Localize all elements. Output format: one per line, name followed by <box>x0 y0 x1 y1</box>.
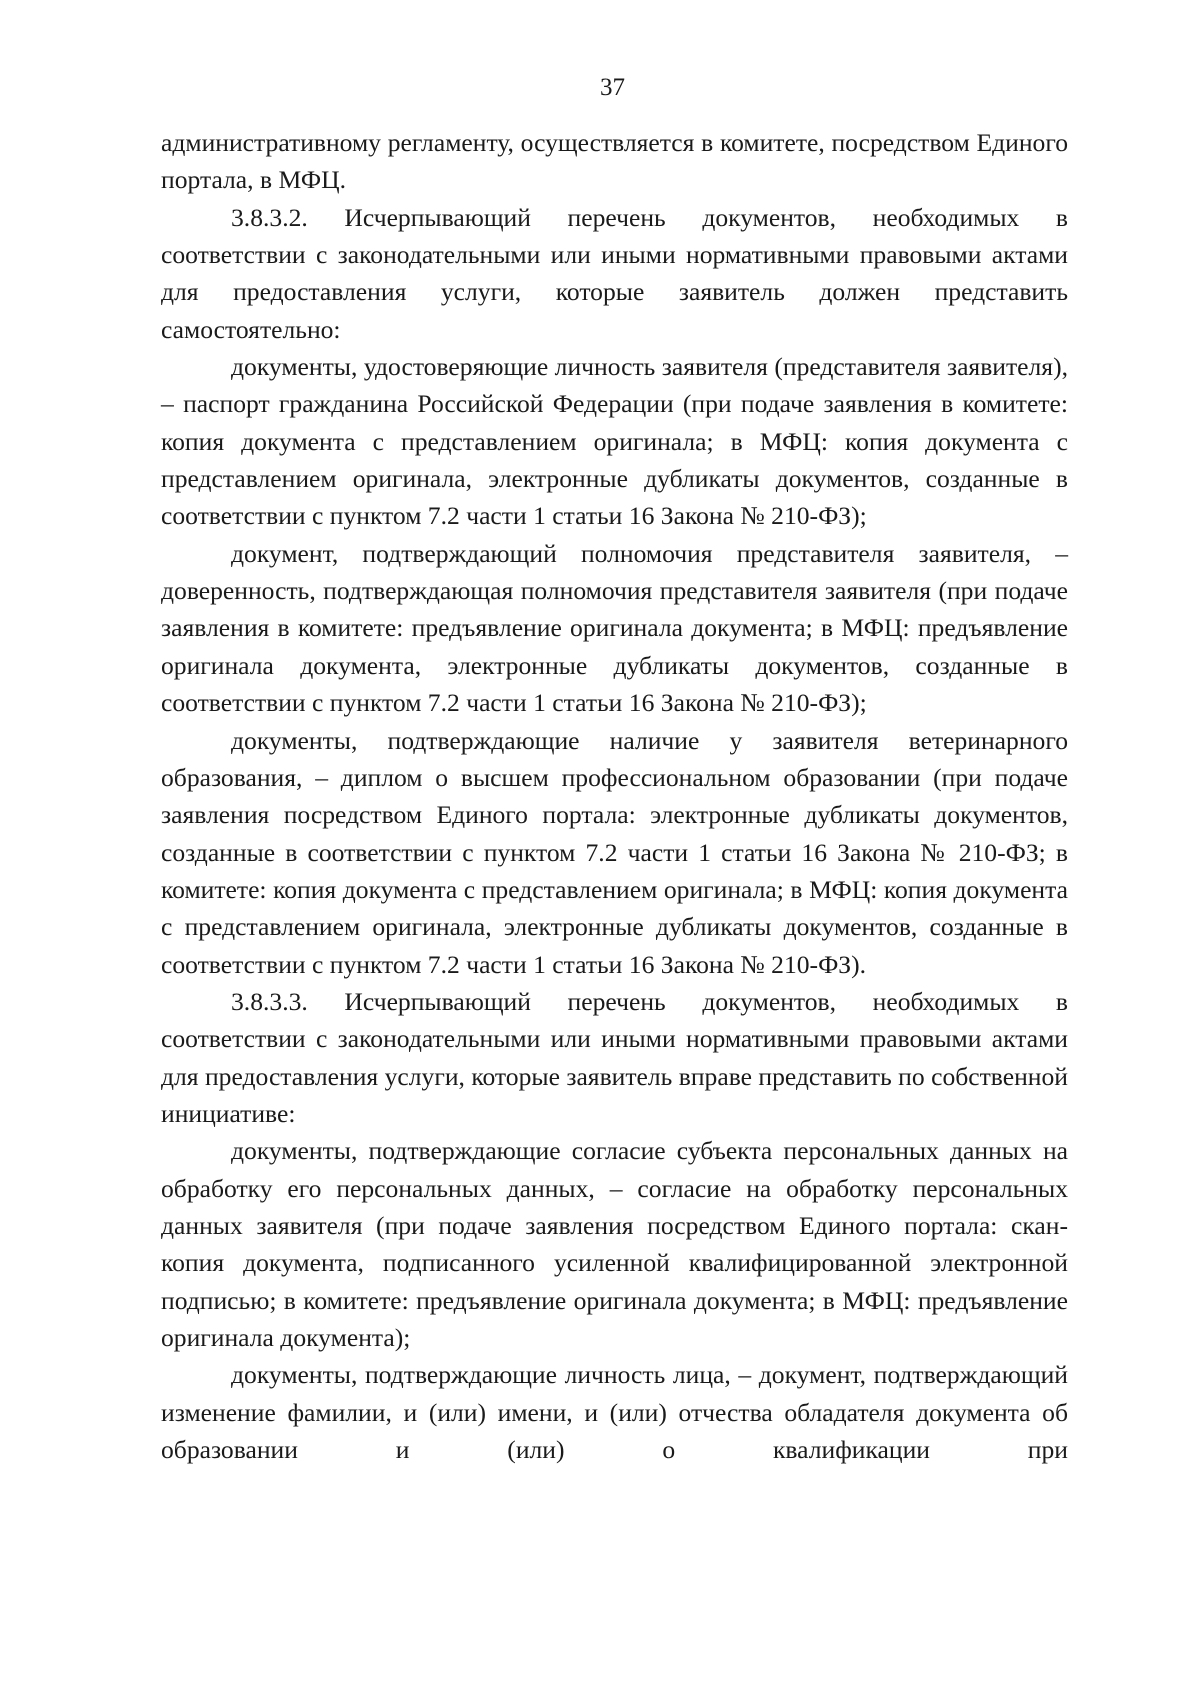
paragraph-continuation: административному регламенту, осуществляется в комитете, посредством Единого портала, в МФЦ. <box>161 128 1068 195</box>
paragraph-section-3-8-3-2: 3.8.3.2. Исчерпывающий перечень документов, необходимых в соответствии с законодательными или иными нормативными правовыми актами для предоставления услуги, которые заявитель должен представить самостоятельно: <box>161 202 1068 344</box>
paragraph-power-of-attorney: документ, подтверждающий полномочия представителя заявителя, – доверенность, подтверждающая полномочия представителя заявителя (при подаче заявления в комитете: предъявление оригинала документа; в МФЦ: предъявление оригинала документа, электронные дубликаты документов, созданные в соответствии с пунктом 7.2 части 1 статьи 16 Закона № 210-ФЗ); <box>161 538 1068 718</box>
paragraph-name-change-documents: документы, подтверждающие личность лица, – документ, подтверждающий изменение фамилии, и (или) имени, и (или) отчества обладателя документа об образовании и (или) о квалификации при <box>161 1360 1068 1465</box>
paragraph-identity-documents: документы, удостоверяющие личность заявителя (представителя заявителя), – паспорт гражданина Российской Федерации (при подаче заявления в комитете: копия документа с представлением оригинала; в МФЦ: копия документа с представлением оригинала, электронные дубликаты документов, созданные в соответствии с пунктом 7.2 части 1 статьи 16 Закона № 210-ФЗ); <box>161 352 1068 531</box>
page-number: 37 <box>600 74 625 101</box>
paragraph-veterinary-education: документы, подтверждающие наличие у заявителя ветеринарного образования, – диплом о высшем профессиональном образовании (при подаче заявления посредством Единого портала: электронные дубликаты документов, созданные в соответствии с пунктом 7.2 части 1 статьи 16 Закона № 210-ФЗ; в комитете: копия документа с представлением оригинала; в МФЦ: копия документа с представлением оригинала, электронные дубликаты документов, созданные в соответствии с пунктом 7.2 части 1 статьи 16 Закона № 210-ФЗ). <box>161 725 1068 979</box>
paragraph-personal-data-consent: документы, подтверждающие согласие субъекта персональных данных на обработку его персональных данных, – согласие на обработку персональных данных заявителя (при подаче заявления посредством Единого портала: скан-копия документа, подписанного усиленной квалифицированной электронной подписью; в комитете: предъявление оригинала документа; в МФЦ: предъявление оригинала документа); <box>161 1136 1068 1352</box>
paragraph-section-3-8-3-3: 3.8.3.3. Исчерпывающий перечень документов, необходимых в соответствии с законодательными или иными нормативными правовыми актами для предоставления услуги, которые заявитель вправе представить по собственной инициативе: <box>161 986 1068 1128</box>
document-body <box>161 124 1068 1468</box>
